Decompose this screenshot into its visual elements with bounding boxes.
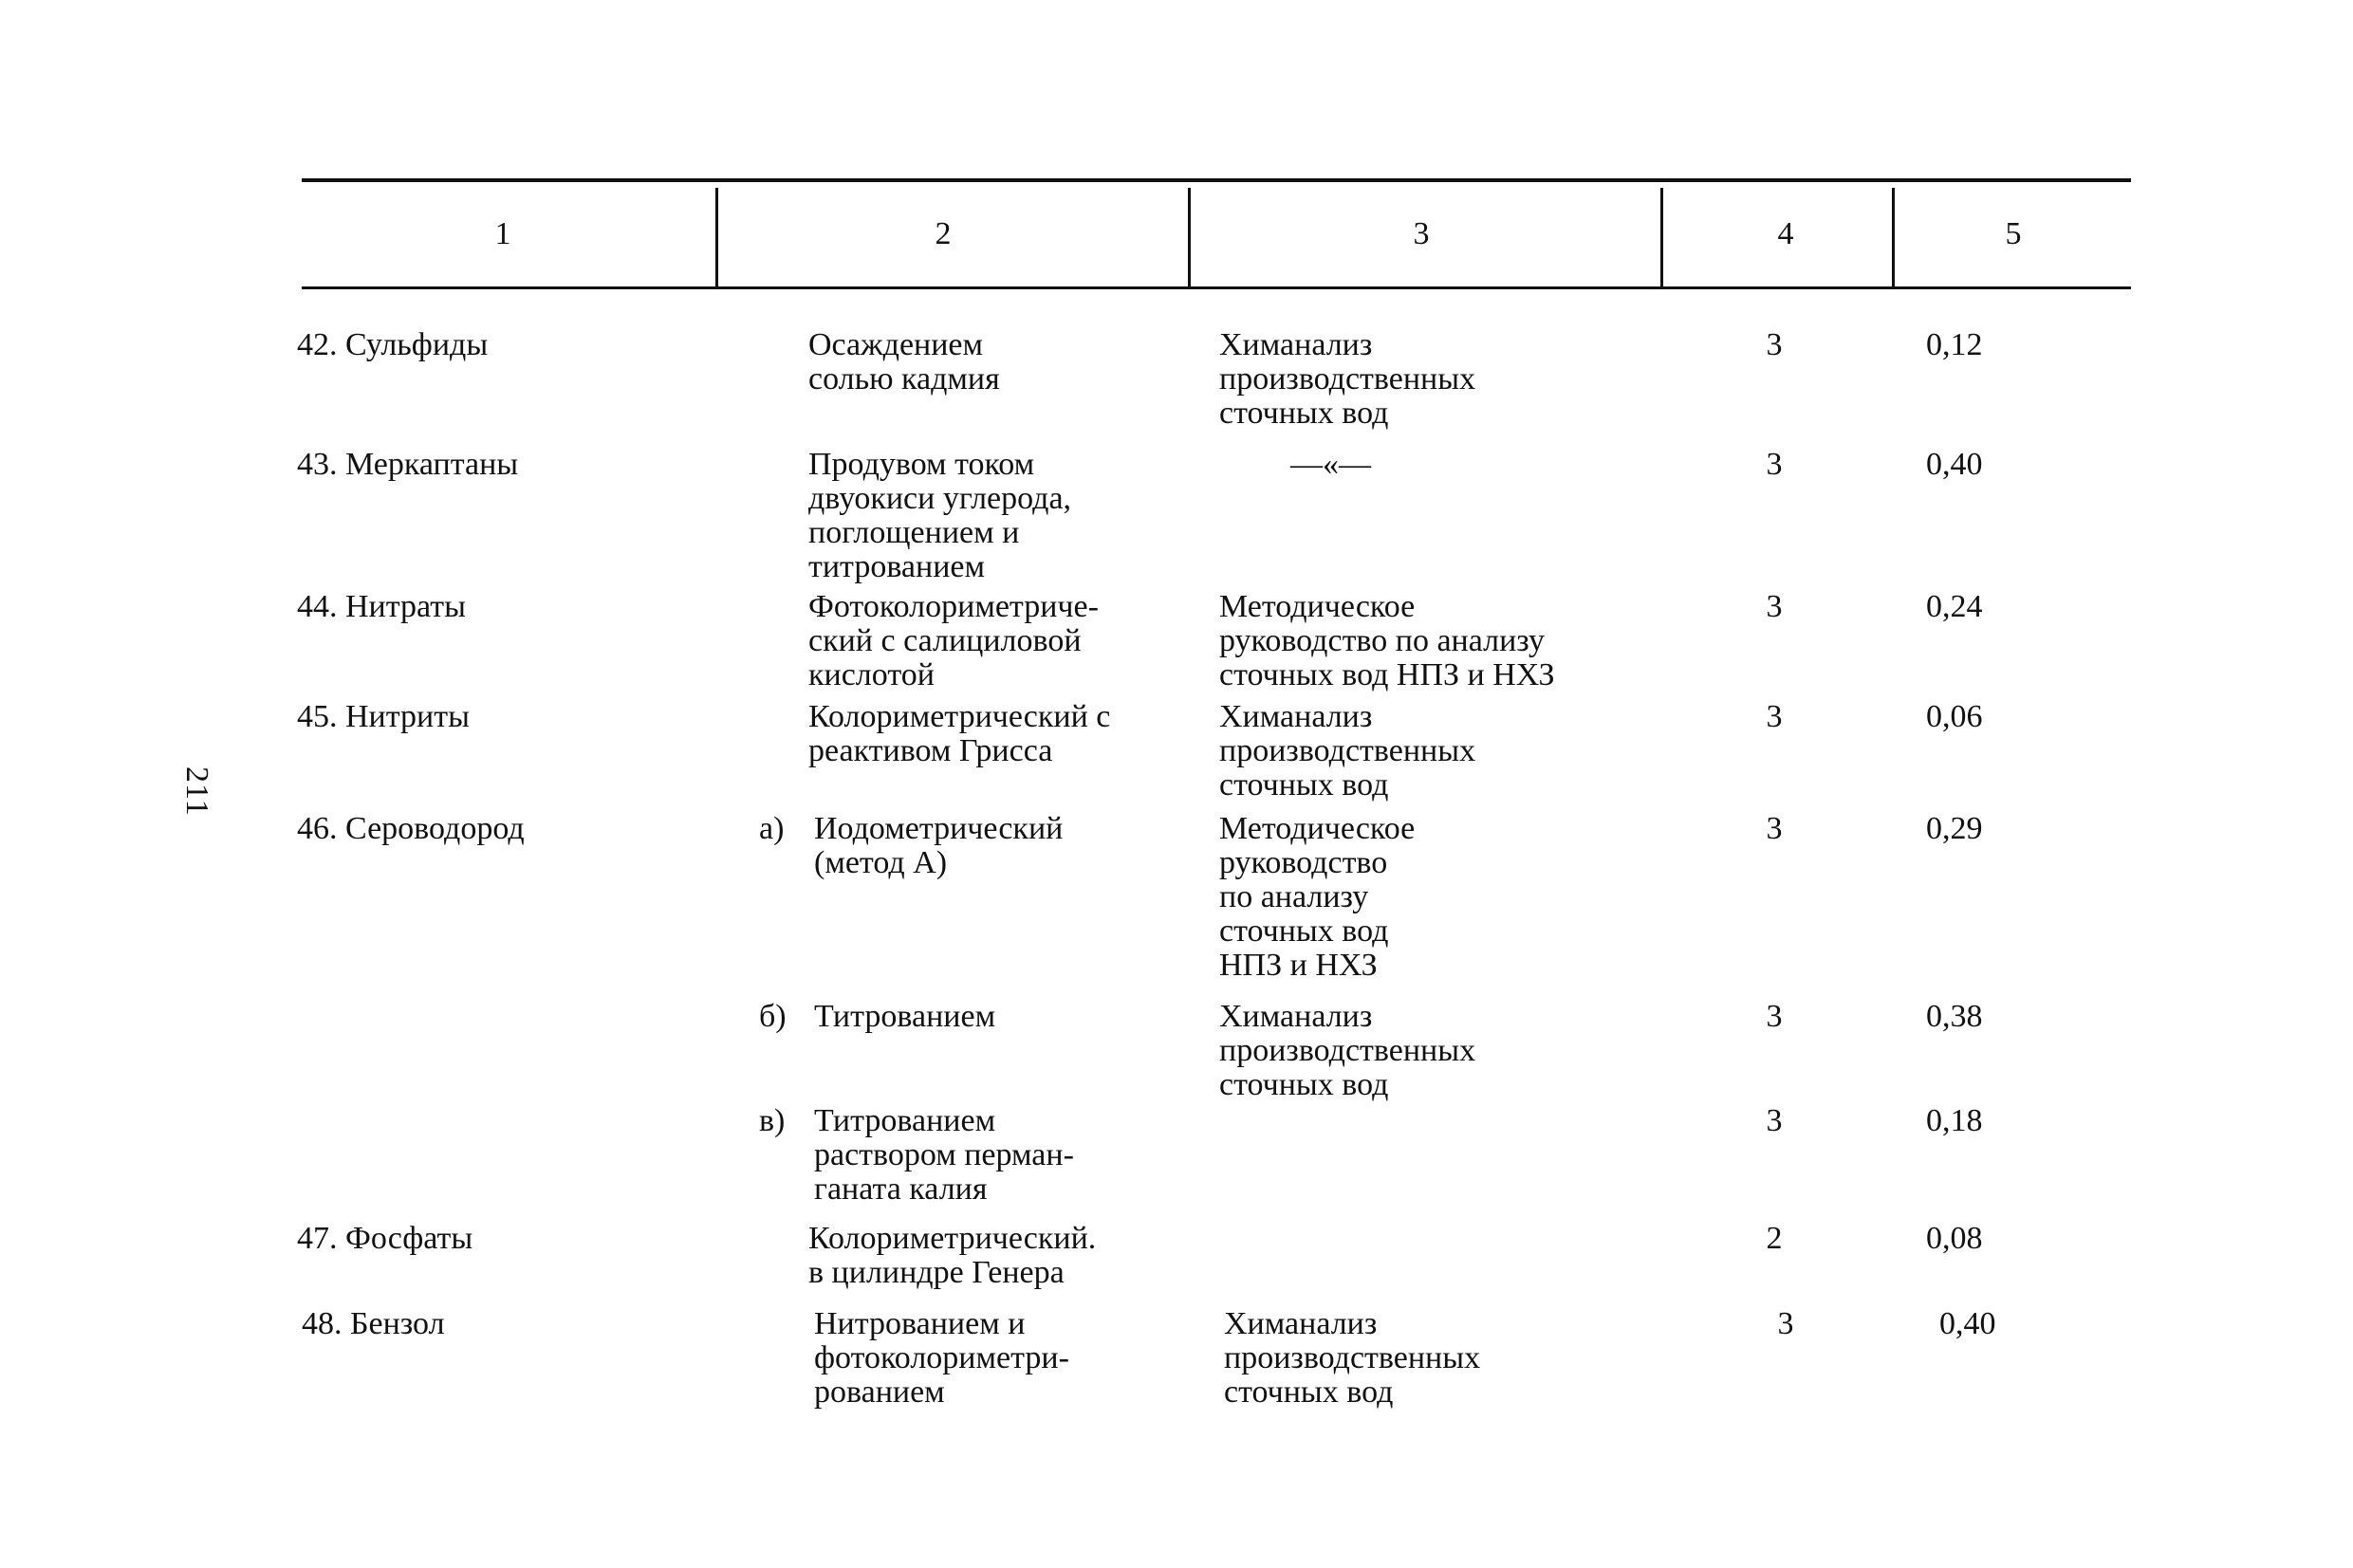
source-line: Химанализ (1219, 999, 1373, 1034)
row-method (808, 700, 1110, 768)
row-marker: в) (759, 1103, 786, 1138)
column-divider (1188, 188, 1191, 286)
row-method (808, 328, 1000, 397)
row-method (814, 1000, 995, 1034)
method-line: ганата калия (814, 1171, 988, 1207)
method-line: (метод А) (814, 845, 948, 880)
table-top-rule (302, 178, 2131, 182)
row-col4: 3 (1777, 1306, 1794, 1341)
method-line: титрованием (808, 549, 986, 584)
row-source (1219, 590, 1555, 692)
method-line: рованием (814, 1374, 945, 1410)
column-divider (1892, 188, 1895, 286)
ditto-mark: —«— (1290, 447, 1371, 482)
page-number: 211 (179, 766, 214, 817)
source-line: сточных вод (1219, 1067, 1389, 1102)
column-divider (1660, 188, 1663, 286)
row-method (808, 448, 1071, 584)
row-col4: 3 (1766, 447, 1783, 482)
method-line: раствором перман- (814, 1137, 1074, 1172)
column-divider (715, 188, 718, 286)
source-line: сточных вод (1219, 396, 1389, 431)
method-line: реактивом Грисса (808, 733, 1053, 768)
method-line: Осаждением (808, 327, 984, 362)
method-line: Продувом током (808, 447, 1035, 482)
column-header-1: 1 (494, 216, 511, 251)
method-line: Титрованием (814, 999, 996, 1034)
source-line: руководство по анализу (1219, 623, 1546, 658)
row-name: 46. Сероводород (297, 811, 525, 846)
method-line: Фотоколориметриче- (808, 589, 1099, 624)
source-line: сточных вод НПЗ и НХЗ (1219, 657, 1555, 692)
method-line: фотоколориметри- (814, 1340, 1069, 1375)
source-line: Химанализ (1224, 1306, 1378, 1341)
row-col5: 0,08 (1926, 1221, 1983, 1256)
row-col4: 3 (1766, 327, 1783, 362)
row-method (814, 812, 1063, 880)
row-name: 45. Нитриты (297, 699, 470, 734)
table-header-rule (302, 286, 2131, 289)
method-line: ский с салициловой (808, 623, 1082, 658)
row-name: 44. Нитраты (297, 589, 466, 624)
row-source (1219, 700, 1475, 802)
source-line: руководство (1219, 845, 1388, 880)
row-source (1290, 448, 1371, 482)
row-source (1219, 328, 1475, 431)
source-line: производственных (1219, 733, 1476, 768)
row-marker: б) (759, 999, 787, 1034)
row-method (808, 1222, 1096, 1290)
column-header-3: 3 (1413, 216, 1430, 251)
row-name: 43. Меркаптаны (297, 447, 519, 482)
method-line: Колориметрический. (808, 1221, 1097, 1256)
row-col4: 3 (1766, 589, 1783, 624)
source-line: НПЗ и НХЗ (1219, 948, 1378, 983)
column-header-5: 5 (2005, 216, 2022, 251)
source-line: Методическое (1219, 811, 1416, 846)
row-col5: 0,18 (1926, 1103, 1983, 1138)
source-line: производственных (1219, 1033, 1476, 1068)
row-method (814, 1104, 1074, 1207)
method-line: Нитрованием и (814, 1306, 1026, 1341)
row-col4: 3 (1766, 999, 1783, 1034)
method-line: Титрованием (814, 1103, 996, 1138)
source-line: сточных вод (1219, 767, 1389, 802)
row-col5: 0,38 (1926, 999, 1983, 1034)
method-line: солью кадмия (808, 361, 1000, 397)
source-line: Методическое (1219, 589, 1416, 624)
row-col5: 0,40 (1926, 447, 1983, 482)
row-col5: 0,12 (1926, 327, 1983, 362)
source-line: Химанализ (1219, 327, 1373, 362)
method-line: Колориметрический с (808, 699, 1111, 734)
source-line: сточных вод (1219, 913, 1389, 949)
row-source (1224, 1307, 1480, 1410)
row-name: 47. Фосфаты (297, 1221, 473, 1256)
row-col4: 3 (1766, 1103, 1783, 1138)
row-name: 42. Сульфиды (297, 327, 489, 362)
row-col5: 0,24 (1926, 589, 1983, 624)
row-col5: 0,06 (1926, 699, 1983, 734)
column-header-4: 4 (1777, 216, 1794, 251)
column-header-2: 2 (935, 216, 952, 251)
row-col5: 0,29 (1926, 811, 1983, 846)
source-line: сточных вод (1224, 1374, 1394, 1410)
row-col4: 2 (1766, 1221, 1783, 1256)
row-method (808, 590, 1099, 692)
method-line: Иодометрический (814, 811, 1064, 846)
row-marker: а) (759, 811, 785, 846)
row-source (1219, 1000, 1475, 1102)
method-line: поглощением и (808, 515, 1020, 550)
row-col5: 0,40 (1939, 1306, 1996, 1341)
row-col4: 3 (1766, 699, 1783, 734)
source-line: по анализу (1219, 879, 1369, 914)
method-line: кислотой (808, 657, 935, 692)
row-method (814, 1307, 1069, 1410)
row-col4: 3 (1766, 811, 1783, 846)
method-line: двуокиси углерода, (808, 481, 1072, 516)
method-line: в цилиндре Генера (808, 1255, 1065, 1290)
row-name: 48. Бензол (302, 1306, 445, 1341)
source-line: производственных (1219, 361, 1476, 397)
source-line: Химанализ (1219, 699, 1373, 734)
row-source (1219, 812, 1415, 983)
source-line: производственных (1224, 1340, 1481, 1375)
